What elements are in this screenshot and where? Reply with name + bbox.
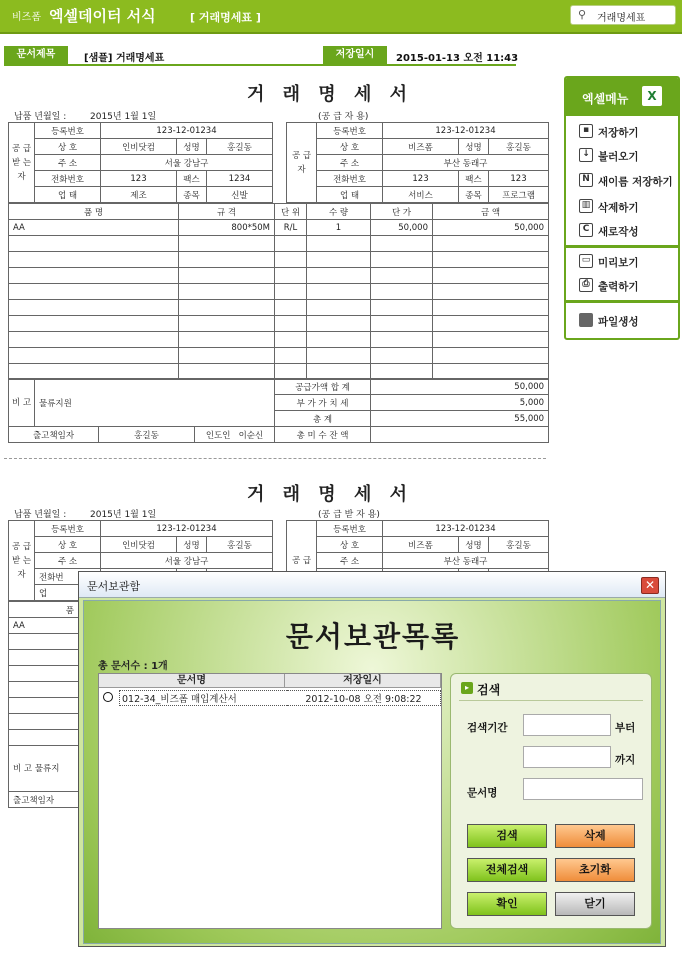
field-label: 전화번 — [35, 569, 101, 585]
receiver-addr: 서울 강남구 — [101, 155, 273, 171]
item-price: 50,000 — [371, 220, 433, 236]
doc-name-input[interactable] — [523, 778, 643, 800]
receiver-reg: 123-12-01234 — [101, 521, 273, 537]
menu-new[interactable] — [566, 219, 678, 243]
supplier-owner: 홍길동 — [489, 139, 549, 155]
menu-label: 불러오기 — [598, 151, 639, 163]
sheet1-date-value: 2015년 1월 1일 — [90, 112, 157, 122]
row-radio[interactable] — [103, 692, 113, 702]
table-row — [9, 236, 549, 252]
sheet1-date-label: 납품 년월일 : — [14, 112, 67, 122]
sheet2-date-value: 2015년 1월 1일 — [90, 510, 157, 520]
field-label: 등록번호 — [317, 123, 383, 139]
document-count: 총 문서수 : 1개 — [98, 661, 168, 672]
save-as-icon: N — [579, 173, 593, 187]
archive-dialog — [78, 571, 666, 947]
item-name: AA — [9, 220, 179, 236]
field-label: 성명 — [177, 139, 207, 155]
item-name: AA — [9, 618, 79, 634]
supplier-tel: 123 — [383, 171, 459, 187]
period-to-input[interactable] — [523, 746, 611, 768]
table-row — [9, 268, 549, 284]
col-header: 규 격 — [179, 204, 275, 220]
receiver-owner: 홍길동 — [207, 139, 273, 155]
field-label: 전화번호 — [35, 171, 101, 187]
item-unit: R/L — [275, 220, 307, 236]
search-button[interactable]: 검색 — [467, 824, 547, 848]
search-panel — [450, 673, 652, 929]
dialog-body — [83, 600, 661, 944]
list-header-name[interactable]: 문서명 — [99, 674, 285, 688]
menu-label: 삭제하기 — [598, 202, 639, 214]
load-icon: ↓ — [579, 148, 593, 162]
menu-label: 새이름 저장하기 — [598, 176, 673, 188]
vat-value: 5,000 — [371, 395, 549, 411]
col-header: 단 가 — [371, 204, 433, 220]
field-label: 상 호 — [317, 537, 383, 553]
receiver-biz: 제조 — [101, 187, 177, 203]
supplier-biz: 서비스 — [383, 187, 459, 203]
field-label: 성명 — [459, 537, 489, 553]
dialog-heading: 문서보관목록 — [285, 620, 461, 653]
item-spec: 800*50M — [179, 220, 275, 236]
col-header: 단 위 — [275, 204, 307, 220]
field-label: 상 호 — [35, 537, 101, 553]
menu-label: 저장하기 — [598, 127, 639, 139]
excel-icon: X — [642, 86, 662, 106]
col-header: 품 명 — [9, 204, 179, 220]
list-header-date[interactable]: 저장일시 — [285, 674, 441, 688]
field-label: 등록번호 — [35, 521, 101, 537]
save-icon: ▪ — [579, 124, 593, 138]
supplier-addr: 부산 동래구 — [383, 155, 549, 171]
sheet1-copy-note: (공 급 자 용) — [318, 112, 369, 122]
shipper-label: 출고책임자 — [9, 792, 79, 808]
menu-save[interactable] — [566, 120, 678, 144]
table-row — [9, 332, 549, 348]
supply-total-label: 공급가액 합 계 — [275, 379, 371, 395]
field-label: 전화번호 — [317, 171, 383, 187]
col-header: 수 량 — [307, 204, 371, 220]
brand-logo: 비즈폼 — [12, 12, 41, 23]
sheet2-copy-note: (공 급 받 자 용) — [318, 510, 380, 520]
menu-delete[interactable] — [566, 195, 678, 219]
folder-icon — [579, 313, 593, 327]
menu-print[interactable] — [566, 274, 678, 298]
deliverer-value: 이순신 — [238, 430, 264, 441]
period-from-input[interactable] — [523, 714, 611, 736]
receiver-side-label: 공 급 받 는 자 — [9, 123, 35, 203]
field-label: 등록번호 — [317, 521, 383, 537]
field-label: 상 호 — [317, 139, 383, 155]
supplier-reg: 123-12-01234 — [383, 123, 549, 139]
supplier-name: 비즈폼 — [383, 139, 459, 155]
item-amount: 50,000 — [433, 220, 549, 236]
sheet1-summary-table — [8, 378, 549, 443]
field-label: 성명 — [177, 537, 207, 553]
unpaid-label: 총 미 수 잔 액 — [275, 427, 371, 443]
supplier-item: 프로그램 — [489, 187, 549, 203]
field-label: 업 태 — [317, 187, 383, 203]
supplier-fax: 123 — [489, 171, 549, 187]
menu-label: 출력하기 — [598, 281, 639, 293]
item-qty: 1 — [307, 220, 371, 236]
menu-label: 새로작성 — [598, 226, 639, 238]
dialog-title: 문서보관함 — [87, 580, 141, 593]
doc-title-label: 문서제목 — [4, 46, 68, 64]
menu-divider — [566, 245, 678, 248]
field-label: 업 태 — [35, 187, 101, 203]
ok-button[interactable]: 확인 — [467, 892, 547, 916]
table-row — [9, 348, 549, 364]
receiver-owner: 홍길동 — [207, 537, 273, 553]
table-row — [9, 316, 549, 332]
search-panel-icon: ▸ — [461, 682, 473, 694]
doc-title-value: [샘플] 거래명세표 — [84, 53, 165, 64]
receiver-addr: 서울 강남구 — [101, 553, 273, 569]
shipper-value: 홍길동 — [99, 427, 195, 443]
field-label: 업 — [35, 585, 101, 601]
receiver-reg: 123-12-01234 — [101, 123, 273, 139]
trash-icon: ▥ — [579, 199, 593, 213]
note-label: 비 고 — [9, 379, 35, 427]
supplier-addr: 부산 동래구 — [383, 553, 549, 569]
sheet1-title: 거 래 명 세 서 — [246, 84, 413, 105]
preview-icon: ▭ — [579, 254, 593, 268]
new-doc-icon: C — [579, 223, 593, 237]
supplier-side-label: 공 급 자 — [287, 123, 317, 203]
field-label: 성명 — [459, 139, 489, 155]
print-icon: ⎙ — [579, 278, 593, 292]
template-subtitle: [ 거래명세표 ] — [190, 11, 261, 24]
page-divider — [4, 458, 546, 459]
note-label: 비 고 — [13, 763, 33, 774]
shipper-label: 출고책임자 — [9, 427, 99, 443]
search-all-button[interactable]: 전체검색 — [467, 858, 547, 882]
field-label: 주 소 — [317, 553, 383, 569]
to-suffix: 까지 — [615, 754, 636, 766]
search-icon: ⚲ — [578, 8, 587, 21]
list-item-name: 012-34_비즈폼 매입계산서 — [119, 690, 287, 706]
supplier-reg: 123-12-01234 — [383, 521, 549, 537]
delete-button[interactable]: 삭제 — [555, 824, 635, 848]
menu-label: 파일생성 — [598, 316, 639, 328]
col-header: 금 액 — [433, 204, 549, 220]
close-button[interactable]: 닫기 — [555, 892, 635, 916]
list-item-date: 2012-10-08 오전 9:08:22 — [287, 690, 441, 706]
meta-divider — [4, 64, 516, 66]
note-value: 물류지 — [34, 763, 60, 774]
field-label: 상 호 — [35, 139, 101, 155]
menu-label: 미리보기 — [598, 257, 639, 269]
field-label: 팩스 — [177, 171, 207, 187]
field-label: 등록번호 — [35, 123, 101, 139]
receiver-name: 인비닷컴 — [101, 537, 177, 553]
search-input-value: 거래명세표 — [597, 13, 646, 24]
grand-total-value: 55,000 — [371, 411, 549, 427]
deliverer-block — [195, 427, 275, 443]
supplier-name: 비즈폼 — [383, 537, 459, 553]
receiver-side-label: 공 급 받 는 자 — [9, 521, 35, 601]
supplier-side-label: 공 급 — [287, 521, 317, 601]
sheet1-party-table — [8, 122, 549, 203]
excel-menu — [564, 76, 680, 340]
receiver-tel: 123 — [101, 171, 177, 187]
sheet2-date-label: 납품 년월일 : — [14, 510, 67, 520]
supply-total-value: 50,000 — [371, 379, 549, 395]
table-row — [9, 300, 549, 316]
col-header: 품 — [9, 602, 79, 618]
field-label: 종목 — [177, 187, 207, 203]
menu-file-create[interactable] — [566, 309, 678, 333]
field-label: 주 소 — [35, 155, 101, 171]
app-header — [0, 0, 682, 34]
table-row — [9, 284, 549, 300]
doc-name-label: 문서명 — [467, 787, 498, 799]
field-label: 팩스 — [459, 171, 489, 187]
from-suffix: 부터 — [615, 722, 636, 734]
table-row — [9, 220, 549, 236]
sheet2-title: 거 래 명 세 서 — [246, 484, 413, 505]
receiver-item: 신발 — [207, 187, 273, 203]
field-label: 주 소 — [35, 553, 101, 569]
grand-total-label: 총 계 — [275, 411, 371, 427]
table-row — [9, 252, 549, 268]
sheet1-items-table — [8, 203, 549, 380]
reset-button[interactable]: 초기화 — [555, 858, 635, 882]
list-item[interactable] — [99, 689, 441, 705]
saved-label: 저장일시 — [323, 46, 387, 64]
search-panel-divider — [459, 700, 643, 701]
menu-title: 엑셀메뉴 — [566, 78, 678, 116]
field-label: 주 소 — [317, 155, 383, 171]
app-title: 엑셀데이터 서식 — [49, 7, 156, 25]
period-label: 검색기간 — [467, 722, 508, 734]
menu-load[interactable] — [566, 144, 678, 168]
dialog-titlebar[interactable] — [79, 572, 665, 598]
saved-value: 2015-01-13 오전 11:43 — [396, 53, 519, 64]
search-input[interactable] — [570, 5, 676, 25]
note-value: 물류지원 — [35, 379, 275, 427]
sheet2-items-peek — [8, 601, 79, 808]
document-list[interactable] — [98, 673, 442, 929]
menu-divider — [566, 300, 678, 303]
field-label: 종목 — [459, 187, 489, 203]
receiver-fax: 1234 — [207, 171, 273, 187]
close-icon[interactable]: ✕ — [641, 577, 659, 594]
deliverer-label: 인도인 — [205, 430, 231, 441]
supplier-owner: 홍길동 — [489, 537, 549, 553]
unpaid-value — [371, 427, 549, 443]
vat-label: 부 가 가 치 세 — [275, 395, 371, 411]
receiver-name: 인비닷컴 — [101, 139, 177, 155]
search-panel-title: 검색 — [477, 683, 501, 697]
menu-preview[interactable] — [566, 250, 678, 274]
menu-save-as[interactable] — [566, 169, 678, 193]
